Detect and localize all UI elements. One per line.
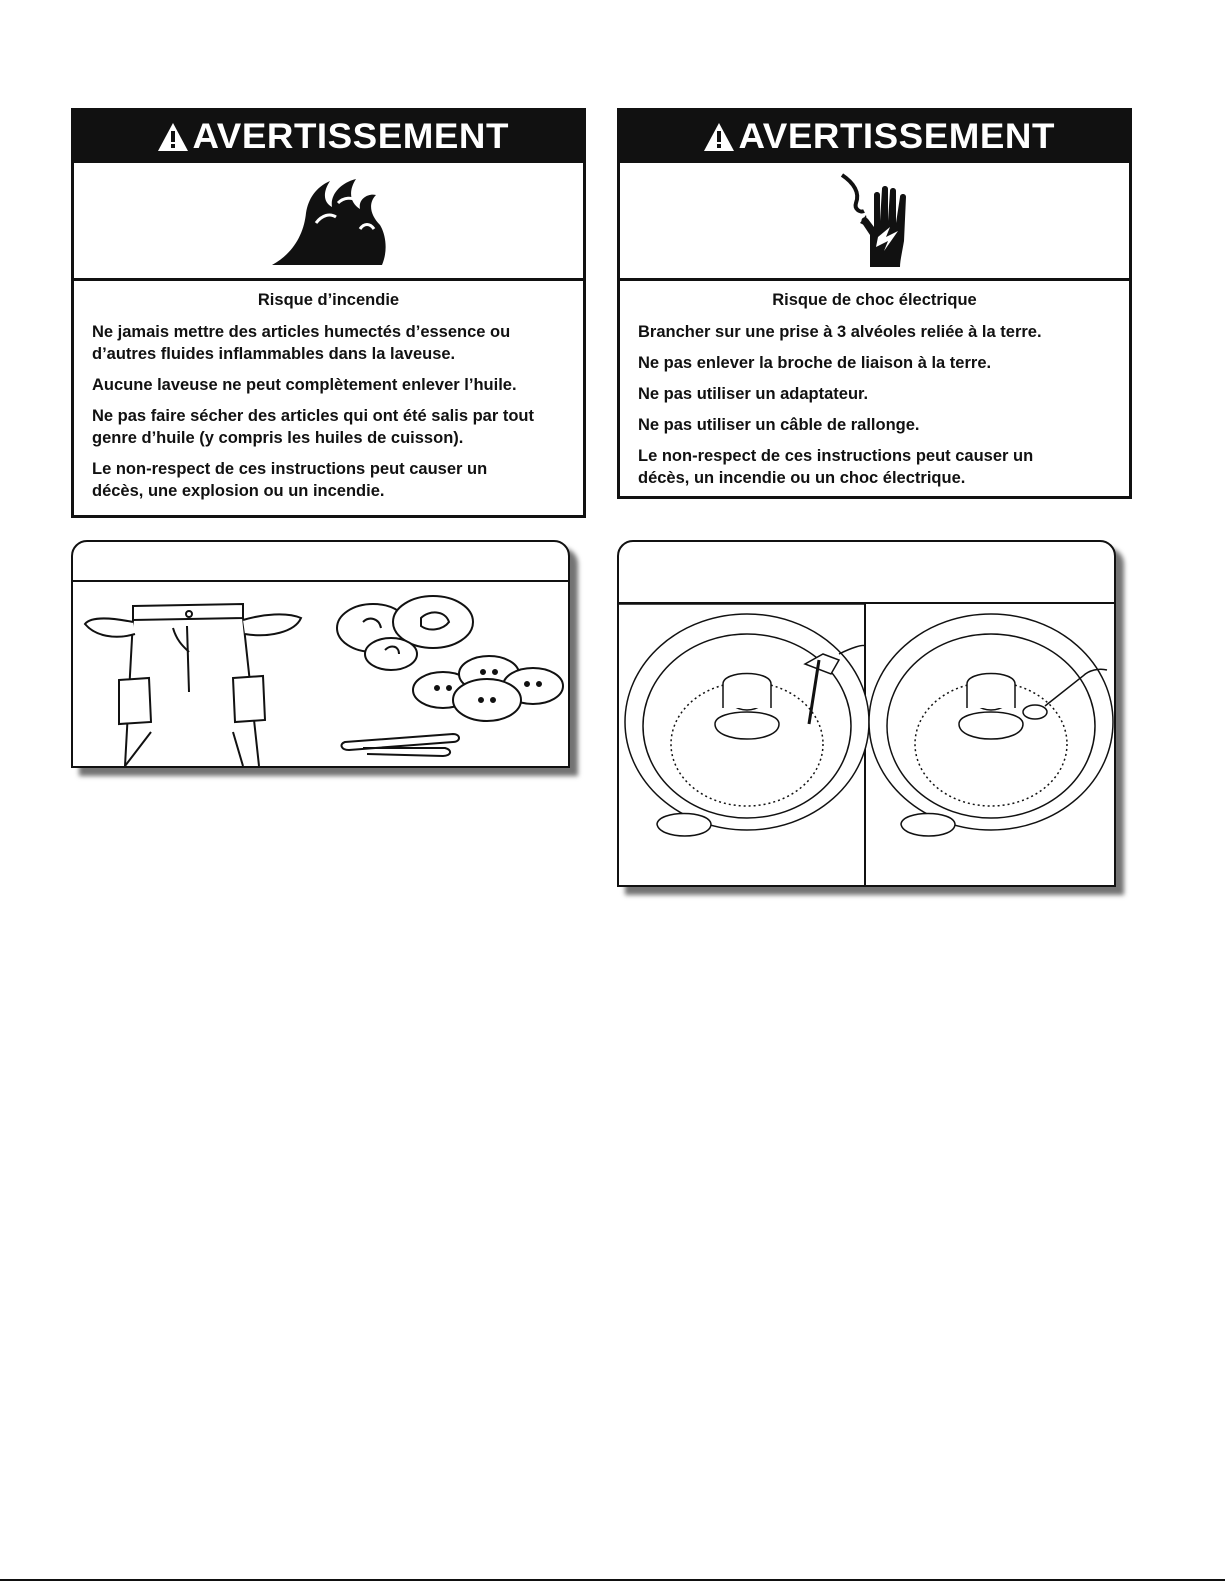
warning-line: Ne jamais mettre des articles humectés d’essence ou d’autres fluides inflammables dans la laveuse. <box>92 323 511 363</box>
warning-line: Ne pas utiliser un câble de rallonge. <box>638 416 920 434</box>
warning-line: Le non-respect de ces instructions peut causer un décès, une explosion ou un incendie. <box>92 460 488 500</box>
page-bottom-rule <box>0 1579 1225 1581</box>
hazard-title: Risque d’incendie <box>257 291 400 309</box>
illustration-washer-panel <box>617 540 1116 887</box>
washer-tub-pour-icon <box>619 604 869 836</box>
panel-header <box>619 542 1114 604</box>
warning-fire <box>71 108 586 518</box>
illustration-pockets-panel <box>71 540 570 768</box>
fire-symbol <box>74 163 583 281</box>
electric-shock-icon <box>820 171 930 271</box>
warning-line: Ne pas faire sécher des articles qui ont été salis par tout genre d’huile (y compris les huiles de cuisson). <box>92 407 534 447</box>
warning-header <box>74 111 583 163</box>
pants-coins-buttons-pins-illustration <box>73 582 568 766</box>
safety-pins-icon <box>342 734 459 756</box>
warning-triangle-icon <box>702 121 736 153</box>
buttons-icon <box>413 656 563 721</box>
washer-tub-spoon-icon <box>869 614 1113 836</box>
shock-symbol <box>620 163 1129 281</box>
warning-triangle-icon <box>156 121 190 153</box>
warning-line: Brancher sur une prise à 3 alvéoles reliée à la terre. <box>638 323 1042 341</box>
pants-icon <box>85 604 301 766</box>
warning-title: AVERTISSEMENT <box>192 117 509 156</box>
washer-tub-illustration <box>619 604 1114 885</box>
hazard-title: Risque de choc électrique <box>772 291 977 309</box>
warning-header <box>620 111 1129 163</box>
warning-line: Aucune laveuse ne peut complètement enlever l’huile. <box>92 376 517 394</box>
fire-icon <box>264 173 394 269</box>
warning-line: Le non-respect de ces instructions peut causer un décès, un incendie ou un choc électrique. <box>638 447 1034 487</box>
coins-icon <box>337 596 473 670</box>
warning-electric <box>617 108 1132 499</box>
warning-title: AVERTISSEMENT <box>738 117 1055 156</box>
warning-line: Ne pas enlever la broche de liaison à la terre. <box>638 354 992 372</box>
panel-header <box>73 542 568 582</box>
warning-line: Ne pas utiliser un adaptateur. <box>638 385 869 403</box>
